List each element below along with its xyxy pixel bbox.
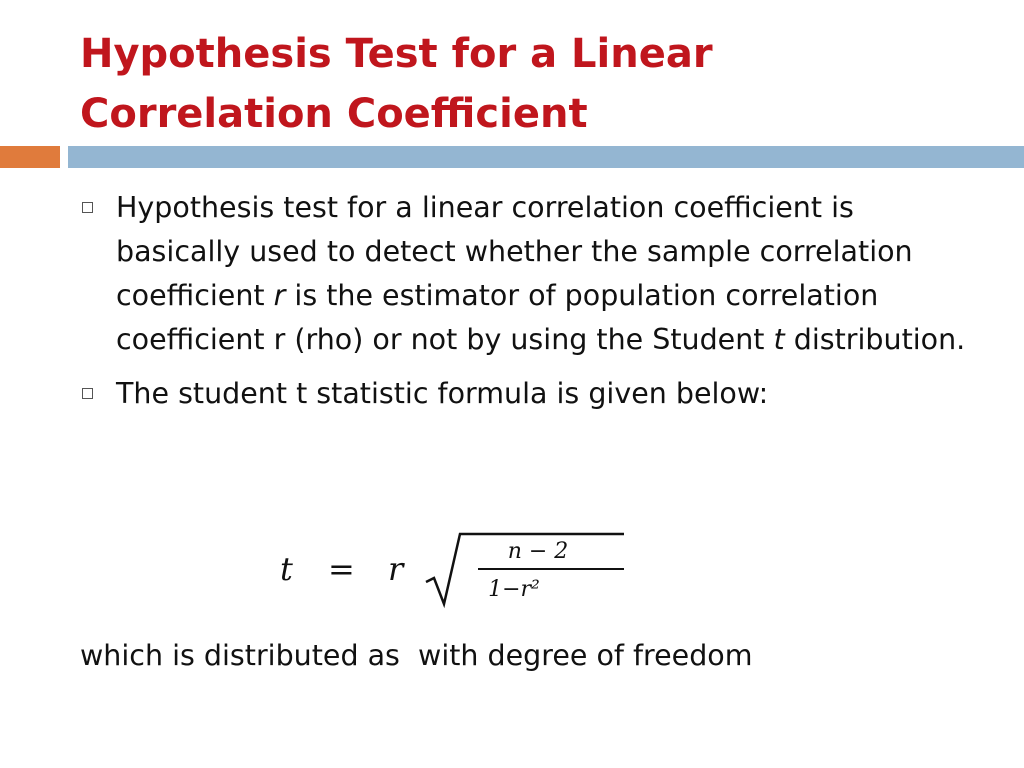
bullet-1-text-a: Hypothesis test for a linear correlation coefficient is basically used to detect whether the sample correlation coefficient [116, 191, 913, 312]
t-statistic-formula [276, 526, 636, 610]
bullet-1-text-c: distribution. [784, 323, 966, 356]
bullet-item-1 [82, 186, 982, 362]
bullet-item-2 [82, 372, 982, 416]
slide-title [80, 24, 980, 144]
formula-coef-r: r [388, 550, 404, 588]
slide-title-line-1: Hypothesis Test for a Linear [80, 31, 713, 77]
bullet-2-text: The student t statistic formula is given below: [116, 377, 769, 410]
formula-lhs-t: t [280, 550, 293, 588]
square-bullet-icon [82, 202, 93, 213]
bullet-1-text-b: is the estimator of population correlation coefficient r (rho) or not by using the Student [116, 279, 879, 356]
accent-bar-blue [68, 146, 1024, 168]
bullet-1-symbol-r: r [273, 279, 286, 312]
bullet-1-symbol-t: t [773, 323, 785, 356]
slide-title-line-2: Correlation Coefficient [80, 91, 588, 137]
bullet-list [82, 186, 982, 426]
square-bullet-icon [82, 388, 93, 399]
formula-denominator: 1−r² [488, 577, 540, 602]
formula-equals: = [328, 550, 355, 588]
distribution-note: which is distributed as with degree of freedom [80, 639, 753, 672]
accent-bar-orange [0, 146, 60, 168]
formula-numerator: n − 2 [507, 539, 569, 564]
